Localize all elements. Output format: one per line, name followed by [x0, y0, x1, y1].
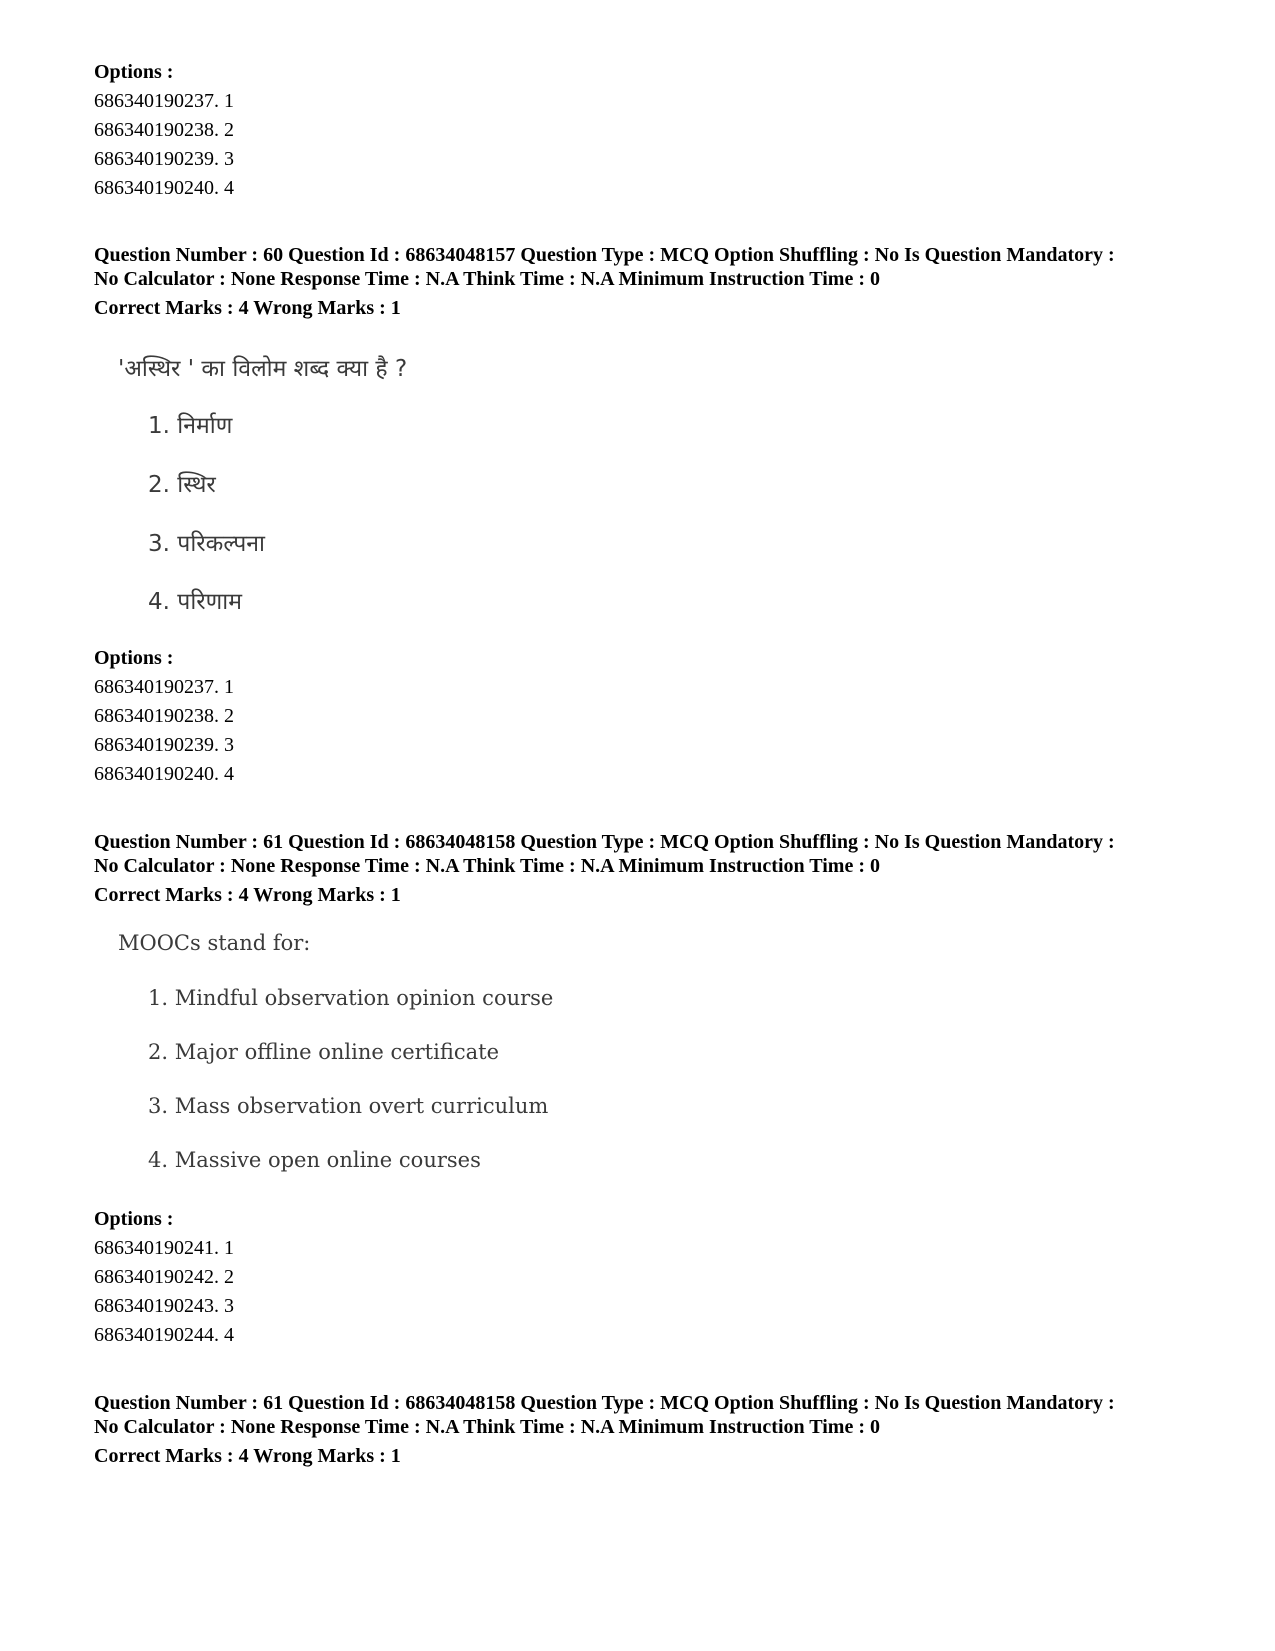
choice: 2. स्थिर [148, 472, 216, 498]
option-id: 686340190243. 3 [94, 1295, 234, 1317]
choice: 1. Mindful observation opinion course [148, 986, 554, 1010]
option-id: 686340190240. 4 [94, 177, 234, 199]
question-header-line1: Question Number : 61 Question Id : 68634048158 Question Type : MCQ Option Shuffling : No Is Question Mandatory : [94, 1392, 1115, 1414]
option-id: 686340190240. 4 [94, 763, 234, 785]
option-id: 686340190242. 2 [94, 1266, 234, 1288]
choice: 4. Massive open online courses [148, 1148, 481, 1172]
option-id: 686340190238. 2 [94, 705, 234, 727]
question-text: MOOCs stand for: [118, 931, 311, 955]
question-marks: Correct Marks : 4 Wrong Marks : 1 [94, 884, 401, 906]
choice: 3. परिकल्पना [148, 531, 266, 557]
choice: 2. Major offline online certificate [148, 1040, 499, 1064]
question-header-line1: Question Number : 61 Question Id : 68634048158 Question Type : MCQ Option Shuffling : No Is Question Mandatory : [94, 831, 1115, 853]
question-header-line1: Question Number : 60 Question Id : 68634048157 Question Type : MCQ Option Shuffling : No Is Question Mandatory : [94, 244, 1115, 266]
choice: 3. Mass observation overt curriculum [148, 1094, 549, 1118]
question-header-line2: No Calculator : None Response Time : N.A Think Time : N.A Minimum Instruction Time : 0 [94, 268, 880, 290]
options-label: Options : [94, 1208, 174, 1230]
question-marks: Correct Marks : 4 Wrong Marks : 1 [94, 1445, 401, 1467]
option-id: 686340190244. 4 [94, 1324, 234, 1346]
question-marks: Correct Marks : 4 Wrong Marks : 1 [94, 297, 401, 319]
choice: 4. परिणाम [148, 589, 243, 615]
question-text: 'अस्थिर ' का विलोम शब्द क्या है ? [118, 356, 408, 382]
option-id: 686340190237. 1 [94, 90, 234, 112]
choice: 1. निर्माण [148, 413, 233, 439]
question-header-line2: No Calculator : None Response Time : N.A Think Time : N.A Minimum Instruction Time : 0 [94, 1416, 880, 1438]
option-id: 686340190241. 1 [94, 1237, 234, 1259]
option-id: 686340190239. 3 [94, 734, 234, 756]
option-id: 686340190239. 3 [94, 148, 234, 170]
options-label: Options : [94, 647, 174, 669]
options-label: Options : [94, 61, 174, 83]
option-id: 686340190237. 1 [94, 676, 234, 698]
option-id: 686340190238. 2 [94, 119, 234, 141]
question-header-line2: No Calculator : None Response Time : N.A Think Time : N.A Minimum Instruction Time : 0 [94, 855, 880, 877]
